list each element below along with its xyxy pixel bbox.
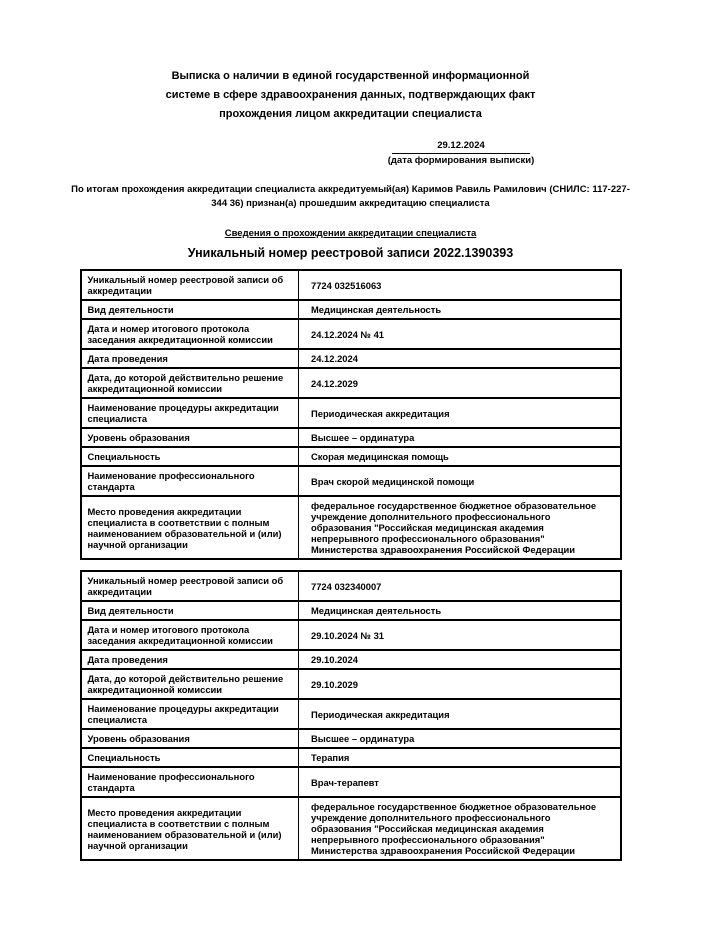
table-row bbox=[81, 571, 621, 601]
row-label: Уровень образования bbox=[81, 428, 299, 447]
row-label: Наименование профессионального стандарта bbox=[81, 767, 299, 797]
row-label: Наименование процедуры аккредитации специалиста bbox=[81, 699, 299, 729]
row-label: Уровень образования bbox=[81, 729, 299, 748]
table-row bbox=[81, 270, 621, 300]
row-label: Вид деятельности bbox=[81, 601, 299, 620]
row-label: Наименование профессионального стандарта bbox=[81, 466, 299, 496]
row-label: Специальность bbox=[81, 447, 299, 466]
row-value: Периодическая аккредитация bbox=[299, 398, 621, 428]
row-value: 29.10.2029 bbox=[299, 669, 621, 699]
row-value: Врач скорой медицинской помощи bbox=[299, 466, 621, 496]
accreditation-table-1 bbox=[80, 269, 622, 560]
accreditation-table-2 bbox=[80, 570, 622, 861]
row-value: Скорая медицинская помощь bbox=[299, 447, 621, 466]
table-row bbox=[81, 669, 621, 699]
row-label: Вид деятельности bbox=[81, 300, 299, 319]
row-value: 29.10.2024 № 31 bbox=[299, 620, 621, 650]
table-row bbox=[81, 748, 621, 767]
row-label: Специальность bbox=[81, 748, 299, 767]
document-page bbox=[0, 67, 701, 948]
row-label: Место проведения аккредитации специалиста в соответствии с полным наименованием образовательной и (или) научной организации bbox=[81, 496, 299, 559]
row-value: 29.10.2024 bbox=[299, 650, 621, 669]
table-row bbox=[81, 601, 621, 620]
document-title-line: Выписка о наличии в единой государственной информационной bbox=[171, 70, 530, 82]
document-title-line: системе в сфере здравоохранения данных, подтверждающих факт bbox=[165, 89, 536, 101]
row-label: Уникальный номер реестровой записи об аккредитации bbox=[81, 571, 299, 601]
table-row bbox=[81, 466, 621, 496]
row-label: Место проведения аккредитации специалиста в соответствии с полным наименованием образовательной и (или) научной организации bbox=[81, 797, 299, 860]
row-value: Высшее – ординатура bbox=[299, 729, 621, 748]
table-row bbox=[81, 496, 621, 559]
row-value: 7724 032516063 bbox=[299, 270, 621, 300]
section-heading-text: Сведения о прохождении аккредитации специалиста bbox=[224, 228, 477, 239]
row-label: Наименование процедуры аккредитации специалиста bbox=[81, 398, 299, 428]
row-label: Дата, до которой действительно решение аккредитационной комиссии bbox=[81, 669, 299, 699]
table-row bbox=[81, 428, 621, 447]
table-row bbox=[81, 398, 621, 428]
table-row bbox=[81, 797, 621, 860]
intro-paragraph-line: 344 36) признан(а) прошедшим аккредитацию специалиста bbox=[211, 198, 490, 209]
row-label: Дата проведения bbox=[81, 349, 299, 368]
row-value: 24.12.2024 № 41 bbox=[299, 319, 621, 349]
table-row bbox=[81, 368, 621, 398]
row-label: Уникальный номер реестровой записи об аккредитации bbox=[81, 270, 299, 300]
row-label: Дата и номер итогового протокола заседания аккредитационной комиссии bbox=[81, 620, 299, 650]
formation-date: 29.12.2024 bbox=[392, 140, 530, 154]
document-title-line: прохождения лицом аккредитации специалиста bbox=[219, 108, 482, 120]
row-value: 24.12.2029 bbox=[299, 368, 621, 398]
row-value: Терапия bbox=[299, 748, 621, 767]
row-value: 7724 032340007 bbox=[299, 571, 621, 601]
row-value: Медицинская деятельность bbox=[299, 300, 621, 319]
formation-date-caption: (дата формирования выписки) bbox=[387, 155, 535, 166]
row-value: федеральное государственное бюджетное образовательное учреждение дополнительного профессионального образования "Российская медицинская академия непрерывного профессионального образования" Министерства здравоохранения Российской Федерации bbox=[299, 797, 621, 860]
row-value: федеральное государственное бюджетное образовательное учреждение дополнительного профессионального образования "Российская медицинская академия непрерывного профессионального образования" Министерства здравоохранения Российской Федерации bbox=[299, 496, 621, 559]
registry-number-heading: Уникальный номер реестровой записи 2022.1390393 bbox=[187, 246, 514, 260]
intro-paragraph bbox=[0, 183, 701, 211]
row-value: Медицинская деятельность bbox=[299, 601, 621, 620]
row-label: Дата и номер итогового протокола заседания аккредитационной комиссии bbox=[81, 319, 299, 349]
table-row bbox=[81, 729, 621, 748]
intro-paragraph-line: По итогам прохождения аккредитации специалиста аккредитуемый(ая) Каримов Равиль Рамилович (СНИЛС: 117-227- bbox=[71, 184, 630, 195]
table-row bbox=[81, 349, 621, 368]
table-row bbox=[81, 650, 621, 669]
formation-date-block bbox=[381, 140, 541, 166]
row-value: Периодическая аккредитация bbox=[299, 699, 621, 729]
document-title bbox=[0, 67, 701, 124]
table-row bbox=[81, 620, 621, 650]
row-label: Дата проведения bbox=[81, 650, 299, 669]
row-label: Дата, до которой действительно решение аккредитационной комиссии bbox=[81, 368, 299, 398]
table-row bbox=[81, 319, 621, 349]
row-value: Высшее – ординатура bbox=[299, 428, 621, 447]
table-row bbox=[81, 300, 621, 319]
row-value: 24.12.2024 bbox=[299, 349, 621, 368]
table-row bbox=[81, 767, 621, 797]
table-row bbox=[81, 699, 621, 729]
section-heading bbox=[0, 228, 701, 239]
row-value: Врач-терапевт bbox=[299, 767, 621, 797]
table-row bbox=[81, 447, 621, 466]
